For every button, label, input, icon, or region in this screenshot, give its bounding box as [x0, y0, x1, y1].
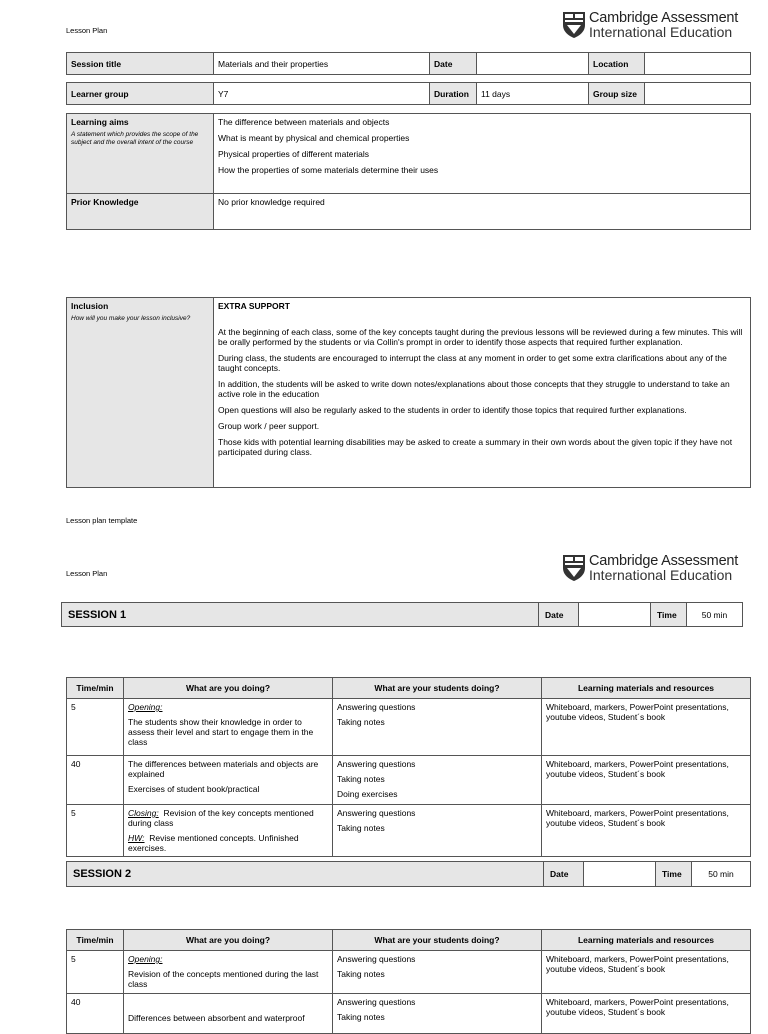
session-1-time-value: 50 min	[687, 603, 743, 627]
session-2-time-label: Time	[656, 862, 692, 887]
students-text: Taking notes	[337, 717, 385, 727]
session-2-header	[66, 861, 751, 887]
row-students	[333, 805, 542, 857]
header-label: Lesson Plan	[66, 569, 108, 578]
col-header-doing: What are you doing?	[124, 678, 333, 699]
doing-text: Differences between absorbent and waterproof	[128, 1013, 305, 1023]
students-text: Taking notes	[337, 823, 385, 833]
logo-line-2: International Education	[589, 24, 733, 40]
learning-aims-list	[214, 114, 751, 194]
table-row	[67, 951, 751, 994]
table-row	[67, 805, 751, 857]
row-doing	[124, 699, 333, 756]
aim-item: Physical properties of different materials	[218, 149, 370, 159]
session-2-plan-table	[66, 929, 751, 1034]
inclusion-paragraph: Open questions will also be regularly asked to the students in order to identify those topics that required further explanations.	[218, 405, 687, 415]
session-info-table	[66, 52, 751, 75]
row-students	[333, 994, 542, 1034]
doing-text: Revision of the concepts mentioned during the last class	[128, 969, 319, 989]
students-text: Taking notes	[337, 774, 385, 784]
group-size-label: Group size	[589, 83, 645, 105]
inclusion-paragraph: Those kids with potential learning disabilities may be asked to create a summary in their own words about the given topic if they have not participated during class.	[218, 437, 733, 457]
inclusion-paragraph: At the beginning of each class, some of the key concepts taught during the previous lessons will be reviewed during a few minutes. This will be orally performed by the students or via Collin's prompt in order to identify those aspects that required further explanation.	[218, 327, 743, 347]
session-1-header	[61, 602, 743, 627]
hw-text: Revise mentioned concepts. Unfinished exercises.	[128, 833, 299, 853]
doing-text: Exercises of student book/practical	[128, 784, 260, 794]
learner-info-table	[66, 82, 751, 105]
cambridge-crest-icon	[562, 554, 586, 582]
session-title-label: Session title	[67, 53, 214, 75]
inclusion-table	[66, 297, 751, 488]
row-time: 40	[67, 756, 124, 805]
col-header-doing: What are you doing?	[124, 930, 333, 951]
session-1-date-label: Date	[539, 603, 579, 627]
col-header-time: Time/min	[67, 930, 124, 951]
students-text: Answering questions	[337, 759, 416, 769]
row-materials: Whiteboard, markers, PowerPoint presentations, youtube videos, Student´s book	[542, 994, 751, 1034]
students-text: Answering questions	[337, 702, 416, 712]
table-row	[67, 994, 751, 1034]
row-doing	[124, 805, 333, 857]
students-text: Answering questions	[337, 954, 416, 964]
row-doing	[124, 994, 333, 1034]
row-materials: Whiteboard, markers, PowerPoint presentations, youtube videos, Student´s book	[542, 951, 751, 994]
col-header-students: What are your students doing?	[333, 930, 542, 951]
learning-aims-cell	[67, 114, 214, 194]
prior-knowledge-value: No prior knowledge required	[214, 194, 751, 230]
row-materials: Whiteboard, markers, PowerPoint presentations, youtube videos, Student´s book	[542, 756, 751, 805]
doing-text: The differences between materials and objects are explained	[128, 759, 319, 779]
duration-value: 11 days	[477, 83, 589, 105]
students-text: Answering questions	[337, 997, 416, 1007]
cambridge-logo	[562, 11, 738, 39]
col-header-materials: Learning materials and resources	[542, 930, 751, 951]
session-1-title: SESSION 1	[62, 603, 539, 627]
logo-line-1: Cambridge Assessment	[589, 10, 739, 26]
inclusion-sublabel: How will you make your lesson inclusive?	[71, 315, 191, 322]
learning-aims-sublabel: A statement which provides the scope of the subject and the overall intent of the course	[71, 131, 199, 146]
closing-label: Closing:	[128, 808, 159, 818]
session-1-plan-table	[66, 677, 751, 857]
hw-label: HW:	[128, 833, 145, 843]
opening-label: Opening:	[128, 702, 163, 712]
row-students	[333, 756, 542, 805]
closing-text: Revision of the key concepts mentioned during class	[128, 808, 314, 828]
row-students	[333, 951, 542, 994]
row-materials: Whiteboard, markers, PowerPoint presentations, youtube videos, Student´s book	[542, 699, 751, 756]
cambridge-crest-icon	[562, 11, 586, 39]
row-doing	[124, 951, 333, 994]
learning-aims-table	[66, 113, 751, 230]
row-time: 5	[67, 805, 124, 857]
learner-group-value: Y7	[214, 83, 430, 105]
logo-line-1: Cambridge Assessment	[589, 553, 739, 569]
prior-knowledge-label: Prior Knowledge	[67, 194, 214, 230]
location-value	[645, 53, 751, 75]
inclusion-content	[214, 298, 751, 488]
inclusion-paragraph: During class, the students are encouraged to interrupt the class at any moment in order to get some extra clarifications about any of the taught concepts.	[218, 353, 727, 373]
table-row	[67, 699, 751, 756]
session-1-time-label: Time	[651, 603, 687, 627]
date-value	[477, 53, 589, 75]
date-label: Date	[430, 53, 477, 75]
row-students	[333, 699, 542, 756]
session-1-date-value	[579, 603, 651, 627]
cambridge-logo	[562, 554, 738, 582]
inclusion-paragraph: Group work / peer support.	[218, 421, 320, 431]
col-header-time: Time/min	[67, 678, 124, 699]
inclusion-label: Inclusion	[71, 301, 109, 311]
row-doing	[124, 756, 333, 805]
doing-text: The students show their knowledge in order to assess their level and start to engage them in the class	[128, 717, 314, 747]
students-text: Doing exercises	[337, 789, 398, 799]
location-label: Location	[589, 53, 645, 75]
students-text: Taking notes	[337, 969, 385, 979]
aim-item: The difference between materials and objects	[218, 117, 390, 127]
students-text: Answering questions	[337, 808, 416, 818]
row-time: 5	[67, 951, 124, 994]
duration-label: Duration	[430, 83, 477, 105]
group-size-value	[645, 83, 751, 105]
opening-label: Opening:	[128, 954, 163, 964]
session-2-time-value: 50 min	[692, 862, 751, 887]
session-2-date-label: Date	[544, 862, 584, 887]
row-time: 5	[67, 699, 124, 756]
col-header-materials: Learning materials and resources	[542, 678, 751, 699]
students-text: Taking notes	[337, 1012, 385, 1022]
logo-line-2: International Education	[589, 567, 733, 583]
session-2-date-value	[584, 862, 656, 887]
session-title-value: Materials and their properties	[214, 53, 430, 75]
row-time: 40	[67, 994, 124, 1034]
table-row	[67, 756, 751, 805]
session-2-title: SESSION 2	[67, 862, 544, 887]
header-label: Lesson Plan	[66, 26, 108, 35]
learning-aims-label: Learning aims	[71, 117, 129, 127]
extra-support-heading: EXTRA SUPPORT	[218, 301, 290, 311]
learner-group-label: Learner group	[67, 83, 214, 105]
inclusion-cell	[67, 298, 214, 488]
col-header-students: What are your students doing?	[333, 678, 542, 699]
aim-item: What is meant by physical and chemical properties	[218, 133, 410, 143]
footer-label: Lesson plan template	[66, 516, 138, 525]
aim-item: How the properties of some materials determine their uses	[218, 165, 439, 175]
inclusion-paragraph: In addition, the students will be asked to write down notes/explanations about those concepts that they struggle to understand to take an active role in the education	[218, 379, 730, 399]
row-materials: Whiteboard, markers, PowerPoint presentations, youtube videos, Student´s book	[542, 805, 751, 857]
